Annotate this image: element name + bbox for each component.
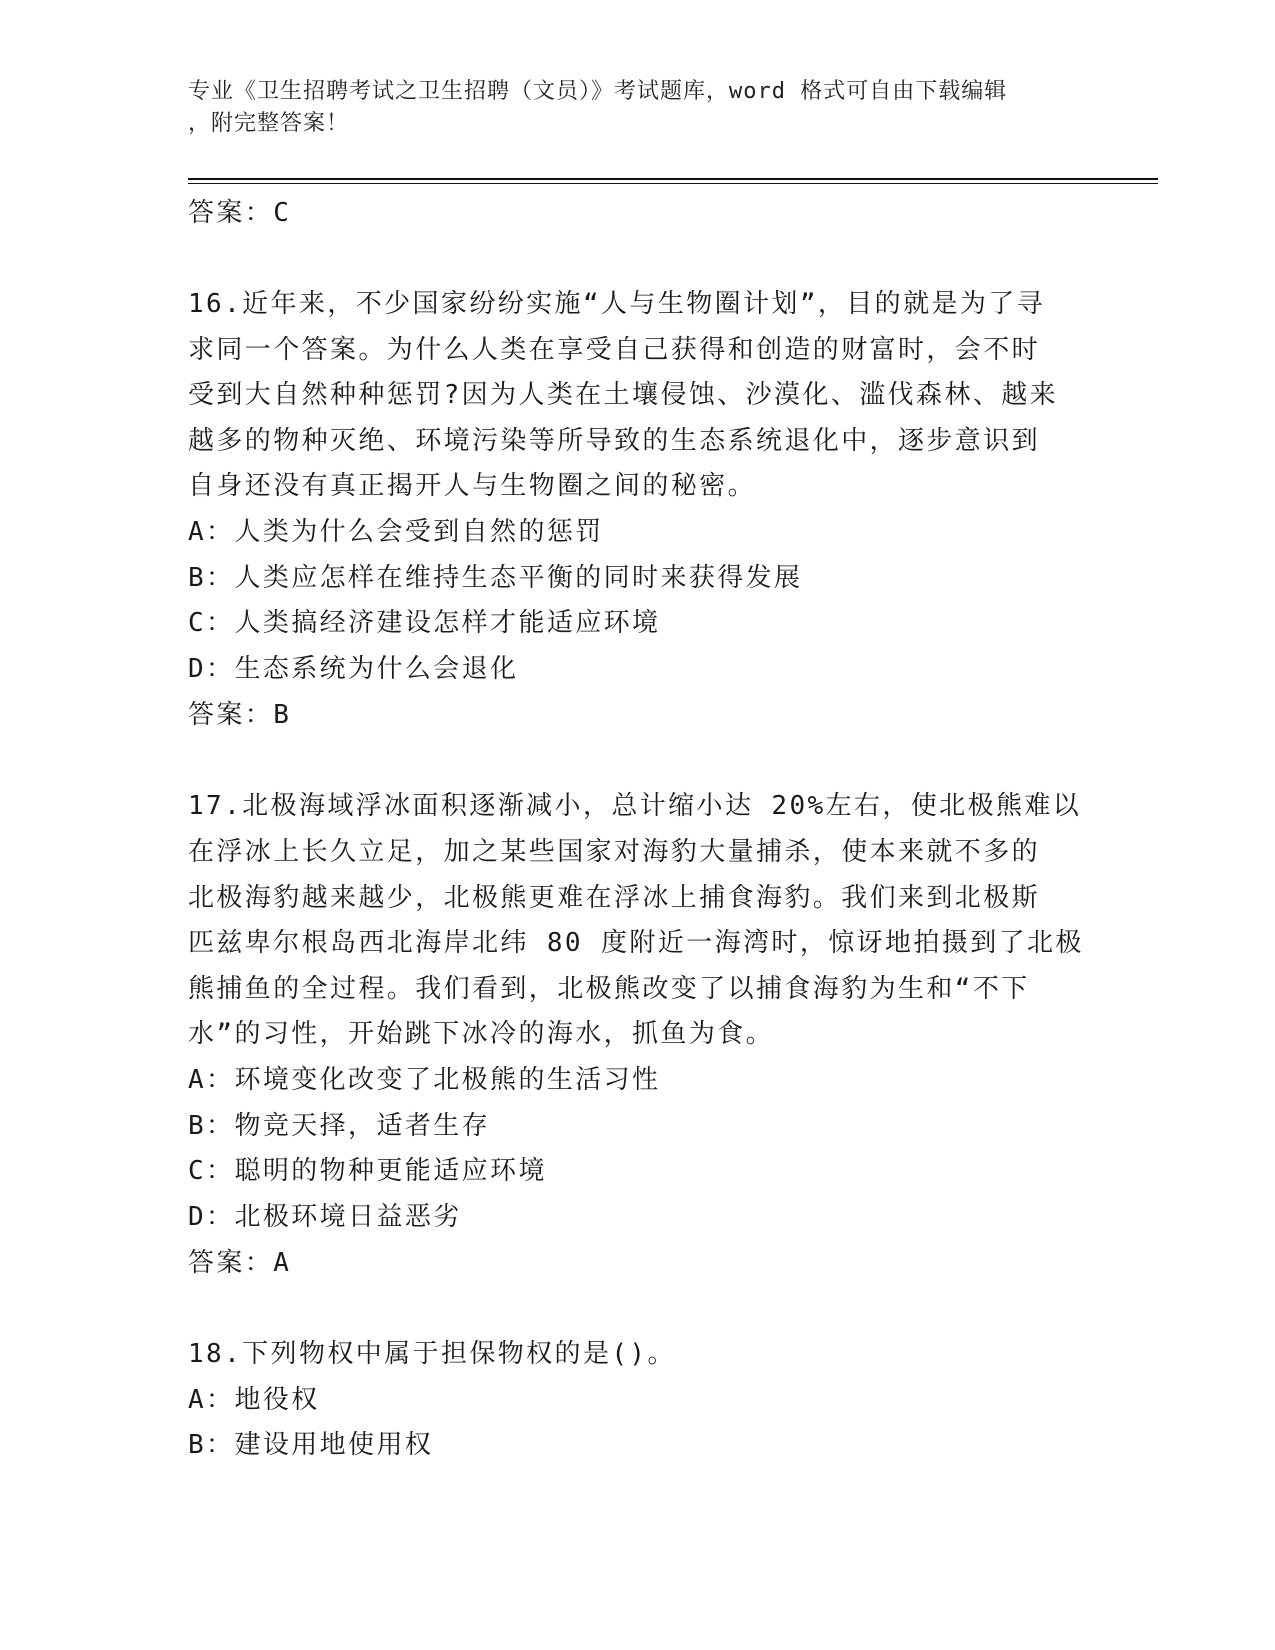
answer-line: 答案：C (188, 198, 292, 228)
question-16 (188, 282, 1088, 738)
question-stem-line: 受到大自然种种惩罚?因为人类在土壤侵蚀、沙漠化、滥伐森林、越来 (188, 380, 1059, 411)
option-d: D：生态系统为什么会退化 (188, 653, 519, 684)
question-content (188, 190, 1088, 1469)
page-header (188, 76, 1088, 140)
option-c: C：人类搞经济建设怎样才能适应环境 (188, 608, 661, 639)
question-stem-line: 匹兹卑尔根岛西北海岸北纬 80 度附近一海湾时，惊讶地拍摄到了北极 (188, 928, 1084, 959)
question-17 (188, 784, 1088, 1286)
spacer (188, 738, 1088, 784)
answer-line: 答案：B (188, 700, 292, 731)
question-stem-line: 18.下列物权中属于担保物权的是()。 (188, 1339, 676, 1370)
header-line-1: 专业《卫生招聘考试之卫生招聘（文员）》考试题库，word 格式可自由下载编辑 (188, 79, 1008, 104)
header-line-2: ，附完整答案！ (188, 111, 350, 136)
question-stem-line: 熊捕鱼的全过程。我们看到，北极熊改变了以捕食海豹为生和“不下 (188, 973, 1030, 1004)
question-stem-line: 水”的习性，开始跳下冰冷的海水，抓鱼为食。 (188, 1019, 775, 1050)
question-stem-line: 16.近年来，不少国家纷纷实施“人与生物圈计划”，目的就是为了寻 (188, 289, 1046, 319)
option-b: B：人类应怎样在维持生态平衡的同时来获得发展 (188, 562, 803, 593)
option-b: B：建设用地使用权 (188, 1430, 434, 1461)
answer-line: 答案：A (188, 1248, 292, 1279)
header-divider-thick (188, 178, 1158, 180)
option-a: A：地役权 (188, 1384, 320, 1415)
question-18 (188, 1332, 1088, 1469)
question-stem-line: 北极海豹越来越少，北极熊更难在浮冰上捕食海豹。我们来到北极斯 (188, 882, 1041, 913)
question-stem-line: 在浮冰上长久立足，加之某些国家对海豹大量捕杀，使本来就不多的 (188, 836, 1041, 867)
option-b: B：物竞天择，适者生存 (188, 1110, 491, 1141)
question-stem-line: 自身还没有真正揭开人与生物圈之间的秘密。 (188, 471, 757, 502)
spacer (188, 236, 1088, 282)
spacer (188, 1286, 1088, 1332)
option-a: A：环境变化改变了北极熊的生活习性 (188, 1064, 661, 1095)
option-c: C：聪明的物种更能适应环境 (188, 1156, 547, 1187)
question-stem-line: 求同一个答案。为什么人类在享受自己获得和创造的财富时，会不时 (188, 334, 1041, 365)
question-stem-line: 越多的物种灭绝、环境污染等所导致的生态系统退化中，逐步意识到 (188, 425, 1041, 456)
option-d: D：北极环境日益恶劣 (188, 1201, 462, 1232)
question-stem-line: 17.北极海域浮冰面积逐渐减小，总计缩小达 20%左右，使北极熊难以 (188, 791, 1082, 822)
option-a: A：人类为什么会受到自然的惩罚 (188, 516, 604, 547)
header-divider-thin (188, 183, 1158, 184)
